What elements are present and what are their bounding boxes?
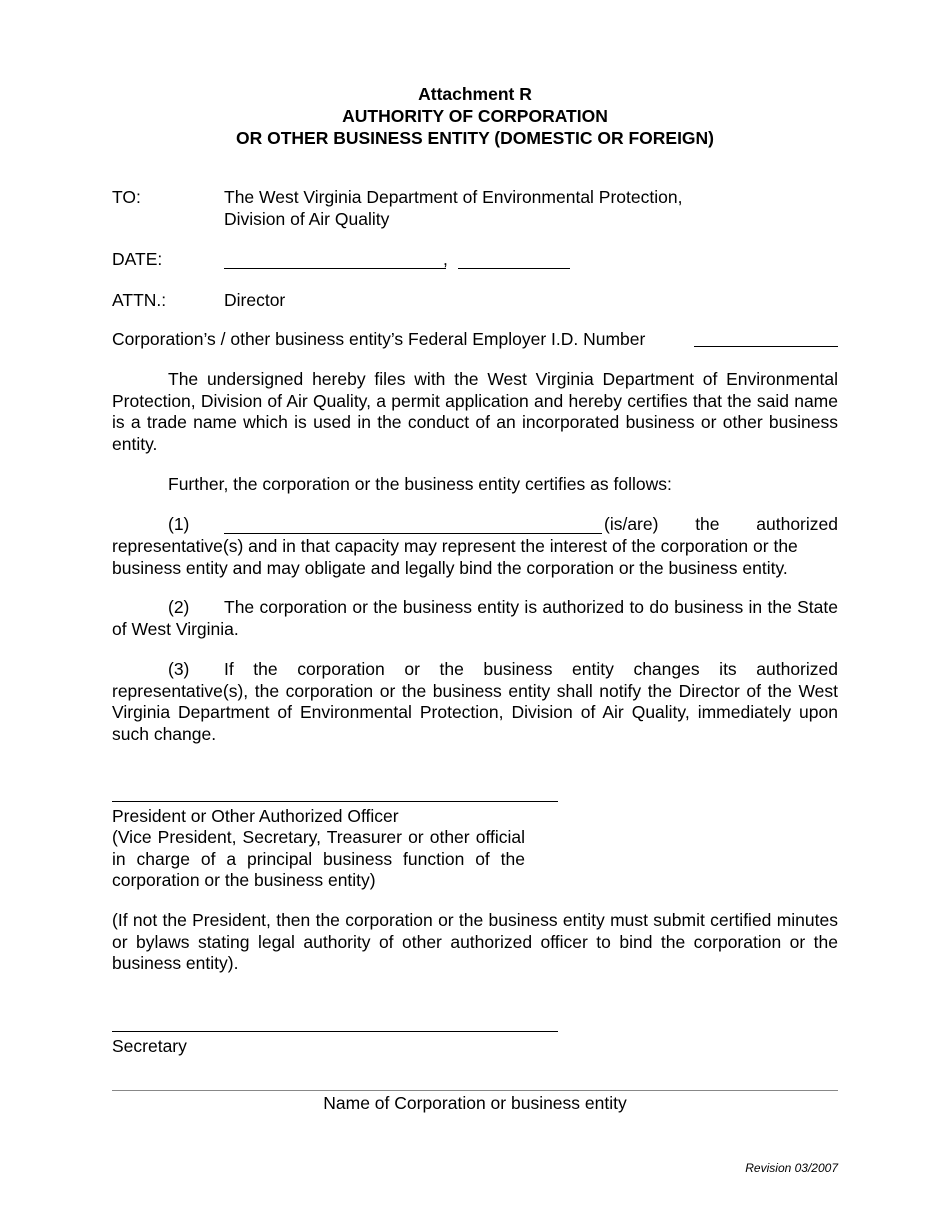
further-paragraph: Further, the corporation or the business entity certifies as follows: xyxy=(168,474,672,494)
item3-number: (3) xyxy=(168,659,190,679)
fein-field[interactable] xyxy=(694,346,838,347)
date-label: DATE: xyxy=(112,249,163,269)
date-month-day-field[interactable] xyxy=(224,268,446,269)
to-value-line2: Division of Air Quality xyxy=(224,209,390,229)
to-label: TO: xyxy=(112,187,141,207)
document-subtitle: OR OTHER BUSINESS ENTITY (DOMESTIC OR FOREIGN) xyxy=(235,128,715,148)
authorized-representative-field[interactable] xyxy=(224,533,602,534)
to-value-line1: The West Virginia Department of Environmental Protection, xyxy=(224,187,683,207)
officer-title: President or Other Authorized Officer xyxy=(112,806,399,826)
secretary-title: Secretary xyxy=(112,1036,187,1056)
secretary-signature-line[interactable] xyxy=(112,1031,558,1032)
attn-value: Director xyxy=(224,290,286,310)
attachment-title: Attachment R xyxy=(418,84,532,104)
intro-paragraph: The undersigned hereby files with the West Virginia Department of Environmental Protection, Division of Air Quality, a permit application and hereby certifies that the said name is a trade name which is used in the conduct of an incorporated business or other business entity. xyxy=(112,369,838,454)
attn-label: ATTN.: xyxy=(112,290,167,310)
item1-rest: representative(s) and in that capacity may represent the interest of the corporation or the business entity and may obligate and legally bind the corporation or the business entity. xyxy=(112,536,798,578)
corporation-name-label: Name of Corporation or business entity xyxy=(323,1093,627,1113)
officer-signature-line[interactable] xyxy=(112,801,558,802)
document-title: AUTHORITY OF CORPORATION xyxy=(342,106,608,126)
item2-number: (2) xyxy=(168,597,190,617)
president-note: (If not the President, then the corporation or the business entity must submit certified minutes or bylaws stating legal authority of other authorized officer to bind the corporation or the business entity). xyxy=(112,910,838,973)
corporation-name-field[interactable] xyxy=(112,1090,838,1091)
item3-paragraph: If the corporation or the business entity changes its authorized representative(s), the corporation or the business entity shall notify the Director of the West Virginia Department of Environmental Protection, Division of Air Quality, immediately upon such change. xyxy=(112,659,838,744)
item1-number: (1) xyxy=(168,514,190,534)
item1-suffix: (is/are) the authorized xyxy=(604,514,838,534)
date-separator: , xyxy=(443,249,448,269)
fein-label: Corporation’s / other business entity’s Federal Employer I.D. Number xyxy=(112,329,646,349)
officer-note: (Vice President, Secretary, Treasurer or other official in charge of a principal business function of the corporation or the business entity) xyxy=(112,827,525,890)
date-year-field[interactable] xyxy=(458,268,570,269)
revision-note: Revision 03/2007 xyxy=(745,1161,838,1175)
item2-paragraph: The corporation or the business entity is authorized to do business in the State of West Virginia. xyxy=(112,597,838,639)
